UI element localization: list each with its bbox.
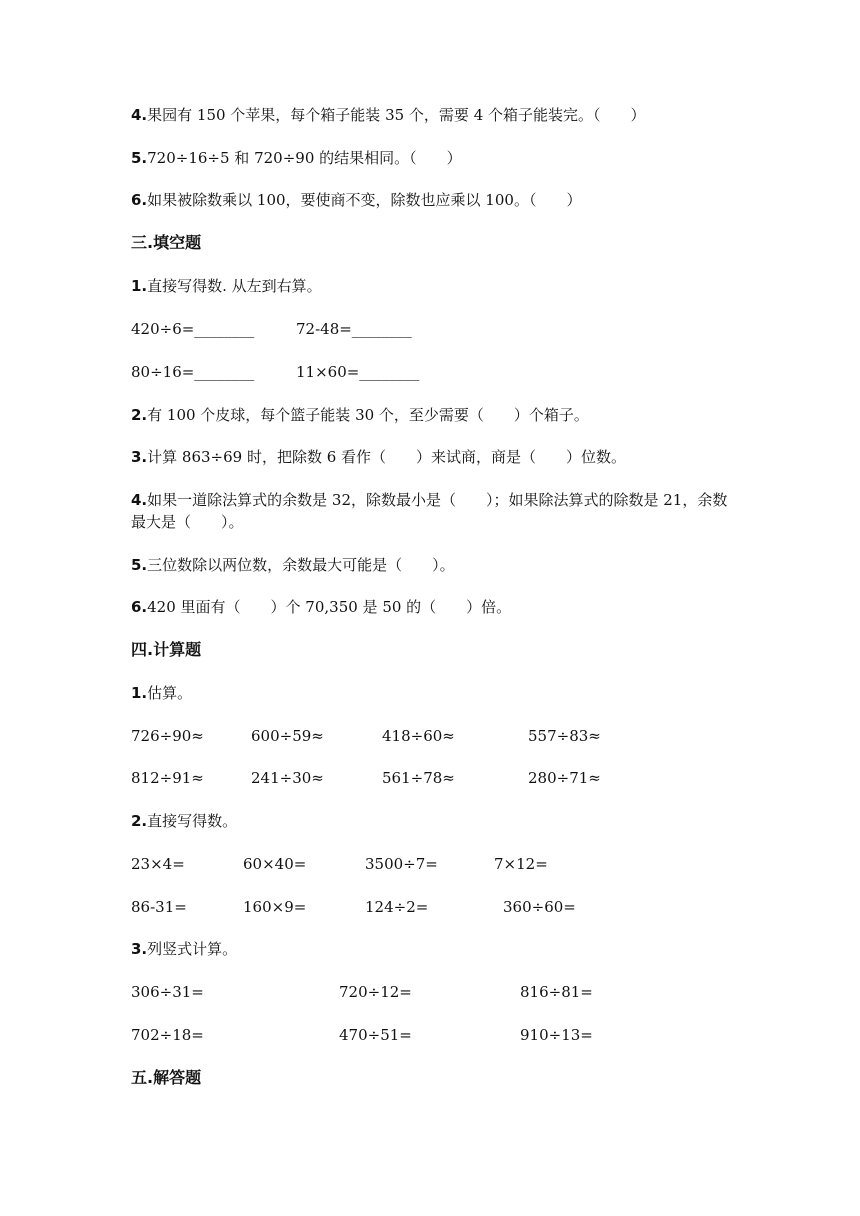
item-number: 6.: [131, 598, 148, 616]
fill-item-4: [131, 489, 731, 533]
item-text: 三位数除以两位数，余数最大可能是（ ）。: [147, 556, 455, 574]
fill-item-3: [131, 446, 626, 468]
item-text: 估算。: [147, 684, 193, 702]
math-cell: 816÷81=: [520, 983, 593, 1001]
calc-item-1: [131, 682, 192, 704]
math-cell: 80÷16=________: [131, 363, 255, 381]
math-cell: 280÷71≈: [528, 769, 601, 787]
math-cell: 600÷59≈: [251, 727, 324, 745]
fill-item-1: [131, 275, 322, 297]
item-number: 3.: [131, 448, 148, 466]
fill-item-6: [131, 596, 511, 618]
math-cell: 910÷13=: [520, 1026, 593, 1044]
math-cell: 812÷91≈: [131, 769, 204, 787]
math-cell: 86-31=: [131, 898, 187, 916]
math-cell: 470÷51=: [339, 1026, 412, 1044]
item-text: 如果被除数乘以 100，要使商不变，除数也应乘以 100。（ ）: [147, 191, 582, 209]
section-heading-fill: 三.填空题: [131, 233, 202, 252]
math-cell: 23×4=: [131, 855, 185, 873]
math-cell: 306÷31=: [131, 983, 204, 1001]
section-heading-answer: 五.解答题: [131, 1068, 202, 1087]
item-text: 如果一道除法算式的余数是 32，除数最小是（ ）；如果除法算式的除数是 21，余数最大是（ ）。: [131, 491, 728, 531]
item-text: 直接写得数。: [147, 812, 238, 830]
judgment-item-4: [131, 104, 646, 126]
item-number: 3.: [131, 940, 148, 958]
item-number: 5.: [131, 556, 148, 574]
math-cell: 557÷83≈: [528, 727, 601, 745]
fill-item-5: [131, 554, 455, 576]
item-number: 5.: [131, 149, 148, 167]
item-number: 1.: [131, 277, 148, 295]
math-cell: 60×40=: [243, 855, 307, 873]
item-number: 6.: [131, 191, 148, 209]
math-cell: 3500÷7=: [365, 855, 438, 873]
math-cell: 160×9=: [243, 898, 307, 916]
item-number: 1.: [131, 684, 148, 702]
judgment-item-5: [131, 147, 462, 169]
item-text: 直接写得数. 从左到右算。: [147, 277, 322, 295]
item-text: 720÷16÷5 和 720÷90 的结果相同。（ ）: [147, 149, 462, 167]
math-cell: 72-48=________: [296, 320, 412, 338]
item-number: 4.: [131, 491, 148, 509]
math-cell: 11×60=________: [296, 363, 420, 381]
math-cell: 561÷78≈: [382, 769, 455, 787]
math-cell: 241÷30≈: [251, 769, 324, 787]
item-text: 有 100 个皮球，每个篮子能装 30 个，至少需要（ ）个箱子。: [147, 406, 589, 424]
item-text: 列竖式计算。: [147, 940, 238, 958]
calc-item-3: [131, 938, 237, 960]
calc-item-2: [131, 810, 237, 832]
judgment-item-6: [131, 189, 581, 211]
math-cell: 720÷12=: [339, 983, 412, 1001]
item-text: 计算 863÷69 时，把除数 6 看作（ ）来试商，商是（ ）位数。: [147, 448, 627, 466]
item-text: 420 里面有（ ）个 70,350 是 50 的（ ）倍。: [147, 598, 512, 616]
item-number: 2.: [131, 406, 148, 424]
math-cell: 124÷2=: [365, 898, 429, 916]
section-heading-calc: 四.计算题: [131, 640, 202, 659]
item-text: 果园有 150 个苹果，每个箱子能装 35 个，需要 4 个箱子能装完。（ ）: [147, 106, 646, 124]
math-cell: 726÷90≈: [131, 727, 204, 745]
math-cell: 702÷18=: [131, 1026, 204, 1044]
item-number: 4.: [131, 106, 148, 124]
math-cell: 360÷60=: [503, 898, 576, 916]
math-cell: 418÷60≈: [382, 727, 455, 745]
math-cell: 420÷6=________: [131, 320, 255, 338]
math-cell: 7×12=: [494, 855, 548, 873]
fill-item-2: [131, 404, 589, 426]
item-number: 2.: [131, 812, 148, 830]
